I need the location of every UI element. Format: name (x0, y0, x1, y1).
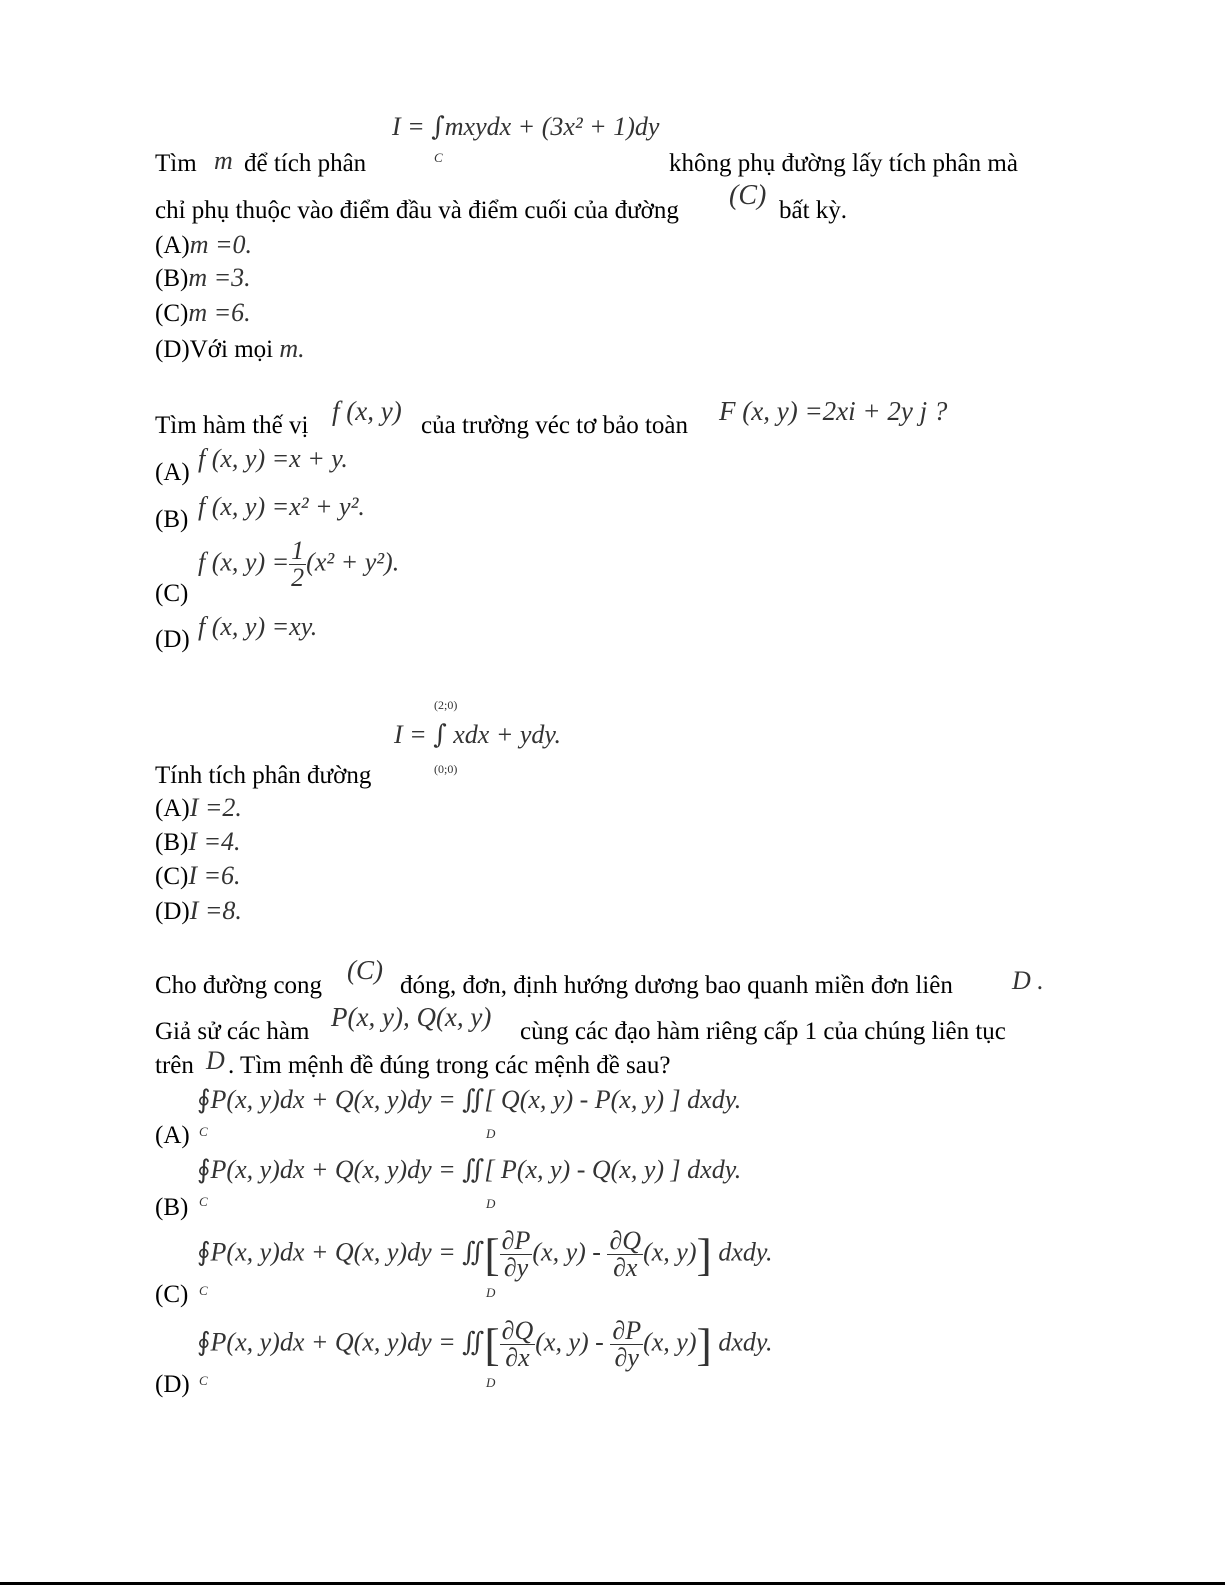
math-part: dxdy. (718, 1327, 773, 1357)
q3-lower-limit: (0;0) (434, 762, 458, 776)
numerator: ∂Q (609, 1226, 642, 1255)
contour-integral-icon: ∮ (197, 1155, 211, 1185)
denominator: ∂y (614, 1343, 639, 1372)
q4-text-a: Cho đường cong (155, 972, 323, 999)
option-label: (A) (155, 795, 190, 822)
double-integral-icon: ∬ (462, 1155, 485, 1185)
q2-option-d-math: f (x, y) =xy. (198, 612, 318, 641)
denominator: ∂x (505, 1343, 530, 1372)
q2-option-a-label[interactable]: (A) (155, 459, 190, 486)
option-label: (D) (155, 898, 190, 925)
q4-funcs: P(x, y), Q(x, y) (331, 1002, 492, 1032)
double-integral-icon: ∬ (462, 1237, 485, 1268)
math-part: P(x, y)dx + Q(x, y)dy = (210, 1327, 463, 1357)
subscript-d: D (486, 1285, 496, 1300)
q2-option-c-label[interactable]: (C) (155, 580, 189, 607)
subscript-c: C (199, 1194, 208, 1209)
q4-text-c: Giả sử các hàm (155, 1018, 310, 1045)
q4-domain-1: D . (1012, 966, 1044, 995)
q1-option-a[interactable] (155, 230, 252, 260)
q4-option-a-math (197, 1085, 741, 1115)
math-part: f (x, y) = (198, 547, 290, 577)
numerator: ∂Q (501, 1316, 534, 1345)
option-label: (D) (155, 336, 190, 363)
option-math: m =3. (188, 263, 251, 292)
subscript-c: C (199, 1373, 208, 1388)
integral-sign: ∫ (431, 112, 445, 142)
q1-option-b[interactable] (155, 263, 251, 293)
q1-var-m: m (214, 146, 233, 175)
q4-option-b-label[interactable]: (B) (155, 1194, 189, 1221)
contour-integral-icon: ∮ (197, 1327, 211, 1358)
contour-integral-icon: ∮ (197, 1085, 211, 1115)
math-part: (x, y) (643, 1237, 697, 1267)
fraction (289, 538, 306, 591)
q2-option-b-label[interactable]: (B) (155, 506, 189, 533)
option-label: (A) (155, 232, 190, 259)
q1-text-c: không phụ đường lấy tích phân mà (669, 150, 1018, 177)
math-part: P(x, y)dx + Q(x, y)dy = (210, 1155, 463, 1184)
option-label: (C) (155, 863, 189, 890)
q1-formula-subscript: C (434, 150, 443, 165)
q2-field: F (x, y) =2xi + 2y j ? (719, 396, 948, 426)
q2-fxy: f (x, y) (332, 396, 402, 426)
option-math: I =2. (189, 793, 242, 822)
q4-text-b: đóng, đơn, định hướng dương bao quanh miền đơn liên (400, 972, 953, 999)
q4-option-d-label[interactable]: (D) (155, 1371, 190, 1398)
q3-formula: I = ∫ xdx + ydy. (394, 720, 562, 750)
option-label: (C) (155, 300, 189, 327)
denominator: ∂y (503, 1253, 529, 1282)
q1-curve: (C) (729, 180, 767, 211)
double-integral-icon: ∬ (462, 1085, 485, 1115)
q4-option-a-label[interactable]: (A) (155, 1122, 190, 1149)
fraction (610, 1318, 643, 1371)
right-bracket-icon: ] (696, 1229, 712, 1280)
option-label: (B) (155, 265, 189, 292)
math-part: (x, y) (535, 1327, 589, 1357)
math-part: [ Q(x, y) - P(x, y) ] dxdy. (484, 1085, 742, 1114)
numerator: 1 (291, 536, 305, 565)
subscript-d: D (486, 1375, 496, 1390)
q4-curve: (C) (347, 955, 383, 985)
q1-formula: I = ∫mxydx + (3x² + 1)dy (392, 112, 660, 142)
subscript-c: C (199, 1124, 208, 1139)
q3-option-d[interactable] (155, 896, 242, 926)
math-part: [ P(x, y) - Q(x, y) ] dxdy. (484, 1155, 742, 1184)
math-part: P(x, y)dx + Q(x, y)dy = (210, 1237, 463, 1267)
math-part: - (595, 1327, 604, 1357)
option-text: Với mọi (189, 336, 274, 363)
left-bracket-icon: [ (484, 1229, 500, 1280)
option-math: m. (279, 334, 305, 363)
subscript-c: C (199, 1283, 208, 1298)
numerator: ∂P (501, 1226, 531, 1255)
option-math: m =0. (189, 230, 253, 259)
contour-integral-icon: ∮ (197, 1237, 211, 1268)
math-part: - (592, 1237, 601, 1267)
q3-option-c[interactable] (155, 861, 241, 891)
denominator: 2 (291, 563, 305, 592)
right-bracket-icon: ] (696, 1319, 712, 1370)
q1-option-c[interactable] (155, 298, 251, 328)
q2-option-b-math: f (x, y) =x² + y². (198, 492, 365, 521)
fraction (500, 1228, 533, 1281)
fraction (500, 1318, 536, 1371)
q3-upper-limit: (2;0) (434, 698, 458, 712)
q4-text-f: . Tìm mệnh đề đúng trong các mệnh đề sau? (228, 1052, 671, 1079)
integral-sign: ∫ (433, 720, 447, 750)
q4-option-c-math (197, 1228, 772, 1281)
math-part: (x² + y²). (306, 547, 400, 577)
option-math: I =6. (188, 861, 241, 890)
double-integral-icon: ∬ (462, 1327, 485, 1358)
q1-text-e: bất kỳ. (779, 197, 848, 224)
q4-option-c-label[interactable]: (C) (155, 1281, 189, 1308)
q4-text-d: cùng các đạo hàm riêng cấp 1 của chúng liên tục (520, 1018, 1006, 1045)
q2-option-d-label[interactable]: (D) (155, 626, 190, 653)
left-bracket-icon: [ (484, 1319, 500, 1370)
q1-option-d[interactable] (155, 334, 305, 364)
denominator: ∂x (613, 1253, 638, 1282)
math-part: (x, y) (532, 1237, 586, 1267)
math-part: (x, y) (643, 1327, 697, 1357)
numerator: ∂P (612, 1316, 642, 1345)
q1-text-d: chỉ phụ thuộc vào điểm đầu và điểm cuối của đường (155, 197, 679, 224)
q2-text-b: của trường véc tơ bảo toàn (421, 412, 688, 439)
q2-option-a-math: f (x, y) =x + y. (198, 444, 348, 473)
q1-text-b: để tích phân (244, 150, 367, 177)
q3-option-a[interactable] (155, 793, 242, 823)
subscript-d: D (486, 1196, 496, 1211)
q4-option-d-math (197, 1318, 772, 1371)
option-math: I =4. (188, 827, 241, 856)
math-part: P(x, y)dx + Q(x, y)dy = (210, 1085, 463, 1114)
subscript-d: D (486, 1126, 496, 1141)
option-label: (B) (155, 829, 189, 856)
q4-text-e: trên (155, 1052, 194, 1079)
q3-text: Tính tích phân đường (155, 762, 372, 789)
option-math: I =8. (189, 896, 242, 925)
q3-option-b[interactable] (155, 827, 241, 857)
option-math: m =6. (188, 298, 251, 327)
fraction (607, 1228, 643, 1281)
q4-domain-2: D (206, 1046, 225, 1075)
q4-option-b-math (197, 1155, 741, 1185)
q1-text-a: Tìm (155, 150, 197, 177)
q2-text-a: Tìm hàm thế vị (155, 412, 309, 439)
q2-option-c-math (198, 538, 399, 591)
math-part: dxdy. (718, 1237, 773, 1267)
